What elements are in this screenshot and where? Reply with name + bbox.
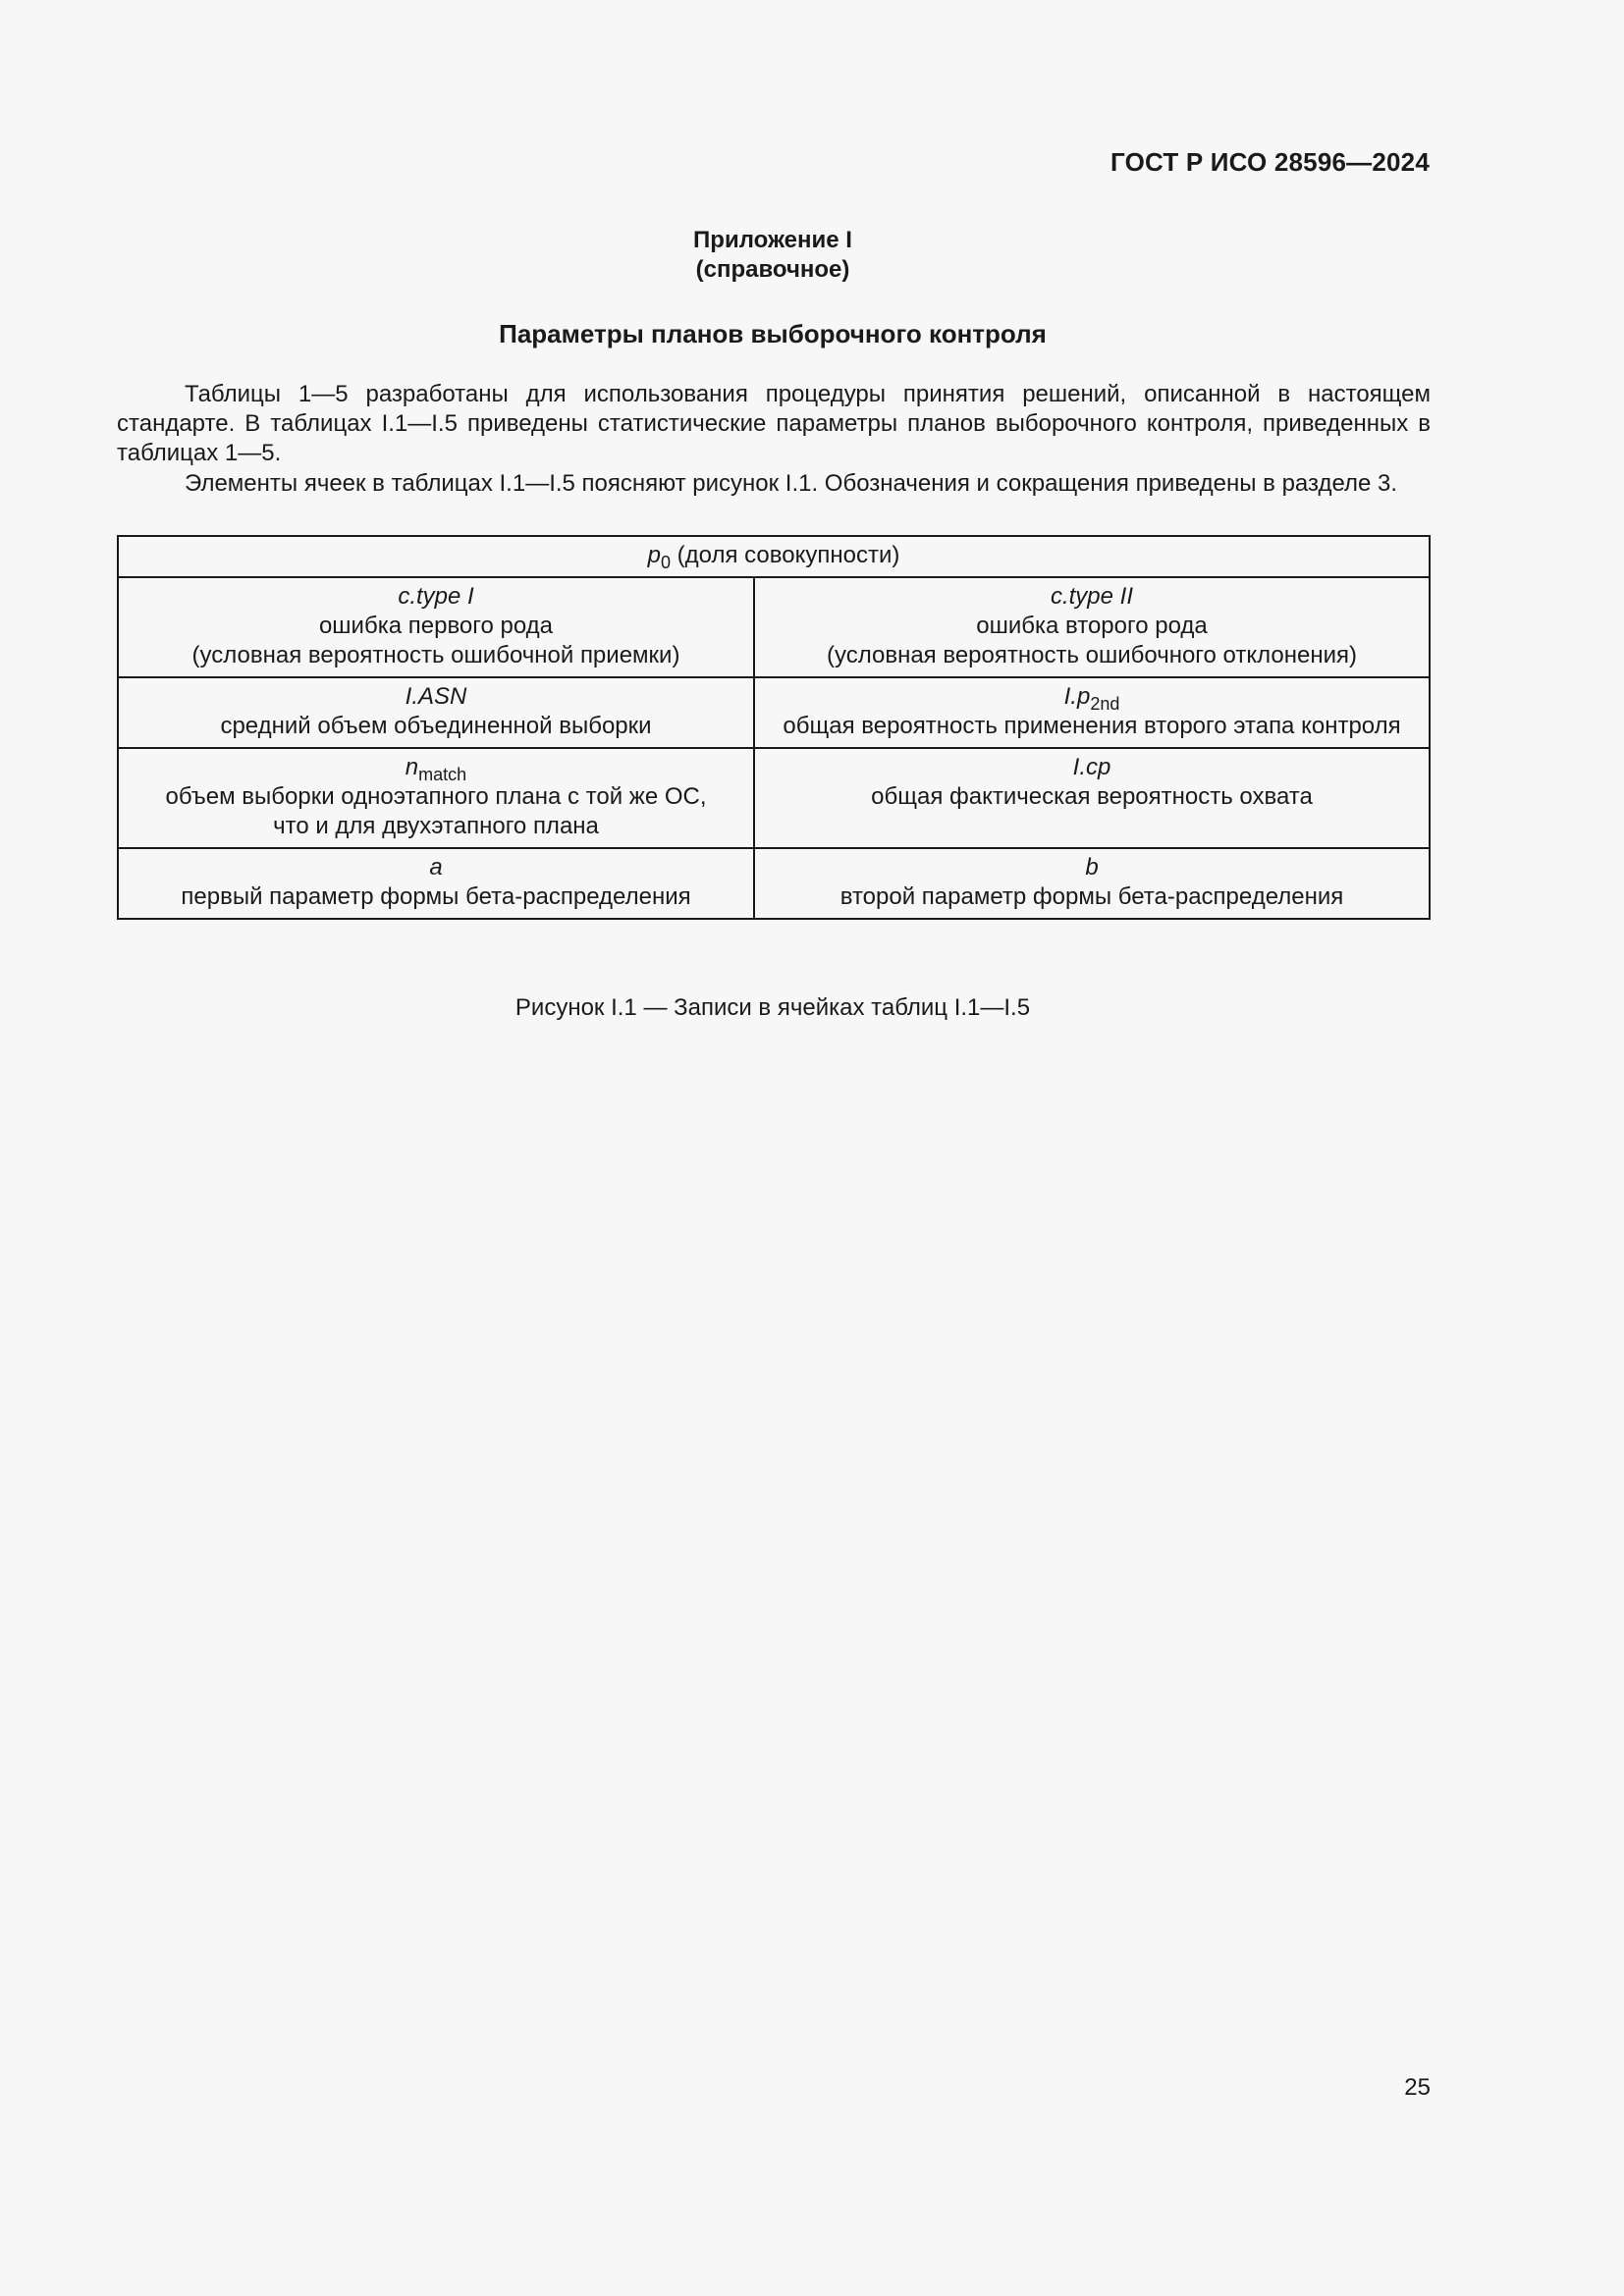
section-title: Параметры планов выборочного контроля: [499, 319, 1047, 348]
cell-description: ошибка второго рода: [976, 613, 1208, 639]
cell-description: что и для двухэтапного плана: [273, 813, 599, 839]
table-cell-n-match: [118, 748, 754, 848]
figure-cell-layout-table: [117, 535, 1431, 920]
cell-description: (условная вероятность ошибочного отклонения): [826, 642, 1357, 668]
cell-symbol: I.p: [1063, 683, 1091, 710]
table-row: [118, 848, 1430, 919]
body-paragraph-1: Таблицы 1—5 разработаны для использования процедуры принятия решений, описанной в настоящем стандарте. В таблицах I.1—I.5 приведены статистические параметры планов выборочного контроля, приведенных в таблицах 1—5.: [117, 381, 1431, 466]
table-row: [118, 748, 1430, 848]
cell-symbol: c.type II: [1050, 583, 1134, 610]
appendix-title: Приложение I: [693, 227, 852, 253]
page-number: 25: [1404, 2074, 1431, 2101]
figure-caption: Рисунок I.1 — Записи в ячейках таблиц I.1—I.5: [514, 994, 1031, 1021]
body-paragraph-2: Элементы ячеек в таблицах I.1—I.5 поясняют рисунок I.1. Обозначения и сокращения приведены в разделе 3.: [185, 470, 1398, 497]
cell-symbol: I.cp: [1072, 754, 1111, 780]
cell-description: ошибка первого рода: [318, 613, 554, 639]
appendix-subtitle: (справочное): [695, 256, 850, 283]
cell-description: общая вероятность применения второго этапа контроля: [783, 713, 1401, 739]
table-row: [118, 577, 1430, 677]
cell-description: объем выборки одноэтапного плана с той же ОС,: [165, 783, 707, 810]
cell-symbol-subscript: 2nd: [1090, 694, 1120, 714]
cell-symbol-subscript: match: [418, 765, 467, 784]
cell-symbol: n: [405, 754, 419, 780]
cell-description: второй параметр формы бета-распределения: [839, 883, 1344, 910]
table-header-cell: [118, 536, 1430, 577]
document-code: ГОСТ Р ИСО 28596—2024: [1110, 147, 1430, 177]
table-header-row: [118, 536, 1430, 577]
table-cell-type-two-error: [754, 577, 1430, 677]
cell-symbol: b: [1085, 854, 1099, 881]
header-symbol: p: [647, 542, 661, 568]
table-cell-p-second: [754, 677, 1430, 748]
cell-symbol: a: [429, 854, 443, 881]
cell-symbol: I.ASN: [405, 683, 467, 710]
cell-symbol: c.type I: [398, 583, 474, 610]
header-symbol-subscript: 0: [660, 553, 671, 572]
cell-description: общая фактическая вероятность охвата: [871, 783, 1313, 810]
table-row: [118, 677, 1430, 748]
header-text: (доля совокупности): [671, 542, 900, 568]
table-cell-beta-a: [118, 848, 754, 919]
cell-description: первый параметр формы бета-распределения: [181, 883, 691, 910]
table-cell-beta-b: [754, 848, 1430, 919]
cell-description: (условная вероятность ошибочной приемки): [191, 642, 680, 668]
table-cell-asn: [118, 677, 754, 748]
cell-description: средний объем объединенной выборки: [220, 713, 652, 739]
table-cell-cp: [754, 748, 1430, 848]
table-cell-type-one-error: [118, 577, 754, 677]
